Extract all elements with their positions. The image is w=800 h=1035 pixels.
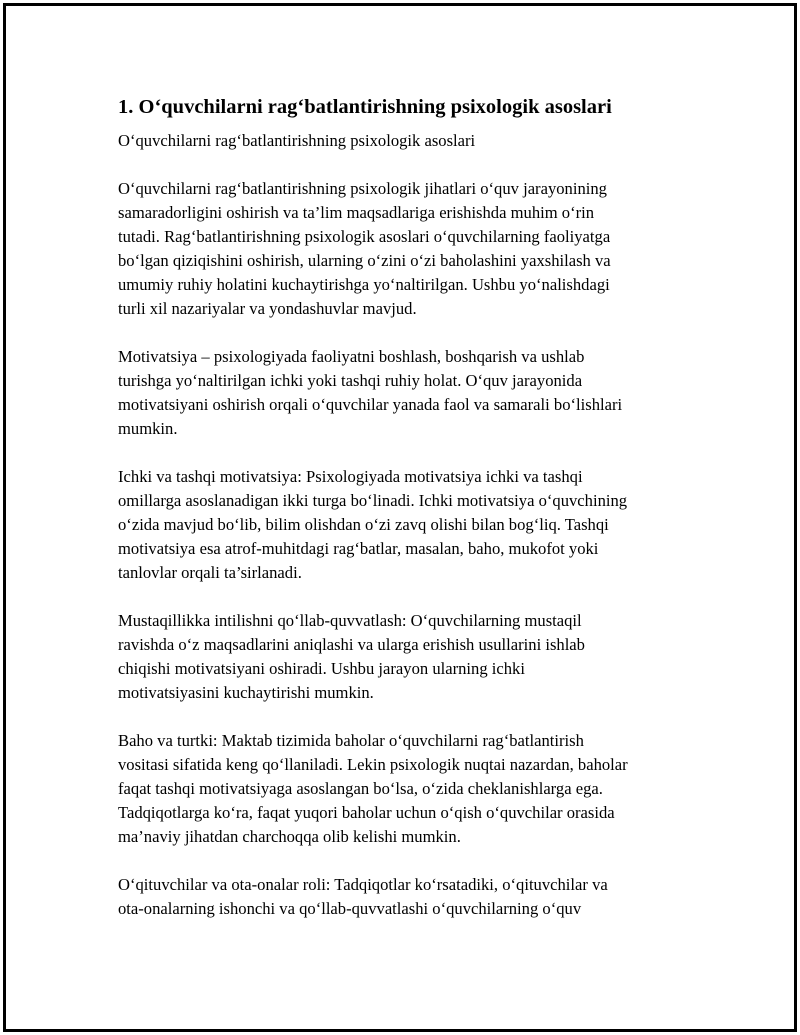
text-line: ravishda o‘z maqsadlarini aniqlashi va ularga erishish usullarini ishlab [118, 635, 585, 654]
text-line: mumkin. [118, 419, 178, 438]
text-line: umumiy ruhiy holatini kuchaytirishga yo‘naltirilgan. Ushbu yo‘nalishdagi [118, 275, 610, 294]
text-line: chiqishi motivatsiyani oshiradi. Ushbu jarayon ularning ichki [118, 659, 525, 678]
text-line: motivatsiyasini kuchaytirishi mumkin. [118, 683, 374, 702]
text-line: faqat tashqi motivatsiyaga asoslangan bo‘lsa, o‘zida cheklanishlarga ega. [118, 779, 603, 798]
text-line: tutadi. Rag‘batlantirishning psixologik asoslari o‘quvchilarning faoliyatga [118, 227, 611, 246]
text-line: samaradorligini oshirish va ta’lim maqsadlariga erishishda muhim o‘rin [118, 203, 595, 222]
document-body [118, 93, 688, 945]
paragraph-motivation [118, 345, 688, 441]
text-line: turishga yo‘naltirilgan ichki yoki tashqi ruhiy holat. O‘quv jarayonida [118, 371, 583, 390]
paragraph-autonomy [118, 609, 688, 705]
text-line: turli xil nazariyalar va yondashuvlar mavjud. [118, 299, 417, 318]
text-line: Ichki va tashqi motivatsiya: Psixologiyada motivatsiya ichki va tashqi [118, 467, 583, 486]
text-line: O‘quvchilarni rag‘batlantirishning psixologik jihatlari o‘quv jarayonining [118, 179, 607, 198]
paragraph-intrinsic-extrinsic [118, 465, 688, 585]
paragraph-subtitle [118, 129, 688, 153]
paragraph-intro [118, 177, 688, 321]
text-line: motivatsiya esa atrof-muhitdagi rag‘batlar, masalan, baho, mukofot yoki [118, 539, 599, 558]
text-line: Baho va turtki: Maktab tizimida baholar o‘quvchilarni rag‘batlantirish [118, 731, 584, 750]
text-line: omillarga asoslanadigan ikki turga bo‘linadi. Ichki motivatsiya o‘quvchining [118, 491, 628, 510]
text-line: O‘qituvchilar va ota-onalar roli: Tadqiqotlar ko‘rsatadiki, o‘qituvchilar va [118, 875, 608, 894]
paragraph-teachers-parents [118, 873, 688, 921]
text-line: motivatsiyani oshirish orqali o‘quvchilar yanada faol va samarali bo‘lishlari [118, 395, 623, 414]
text-line: tanlovlar orqali ta’sirlanadi. [118, 563, 302, 582]
text-line: Mustaqillikka intilishni qo‘llab-quvvatlash: O‘quvchilarning mustaqil [118, 611, 582, 630]
text-line: o‘zida mavjud bo‘lib, bilim olishdan o‘zi zavq olishi bilan bog‘liq. Tashqi [118, 515, 609, 534]
text-line: Motivatsiya – psixologiyada faoliyatni boshlash, boshqarish va ushlab [118, 347, 585, 366]
section-heading: 1. O‘quvchilarni rag‘batlantirishning psixologik asoslari [118, 96, 612, 118]
text-line: vositasi sifatida keng qo‘llaniladi. Lekin psixologik nuqtai nazardan, baholar [118, 755, 628, 774]
text-line: Tadqiqotlarga ko‘ra, faqat yuqori baholar uchun o‘qish o‘quvchilar orasida [118, 803, 615, 822]
text-line: bo‘lgan qiziqishini oshirish, ularning o‘zini o‘zi baholashini yaxshilash va [118, 251, 611, 270]
text-line: ota-onalarning ishonchi va qo‘llab-quvvatlashi o‘quvchilarning o‘quv [118, 899, 582, 918]
text-line: ma’naviy jihatdan charchoqqa olib kelishi mumkin. [118, 827, 461, 846]
text-line: O‘quvchilarni rag‘batlantirishning psixologik asoslari [118, 131, 476, 150]
paragraph-grades [118, 729, 688, 849]
